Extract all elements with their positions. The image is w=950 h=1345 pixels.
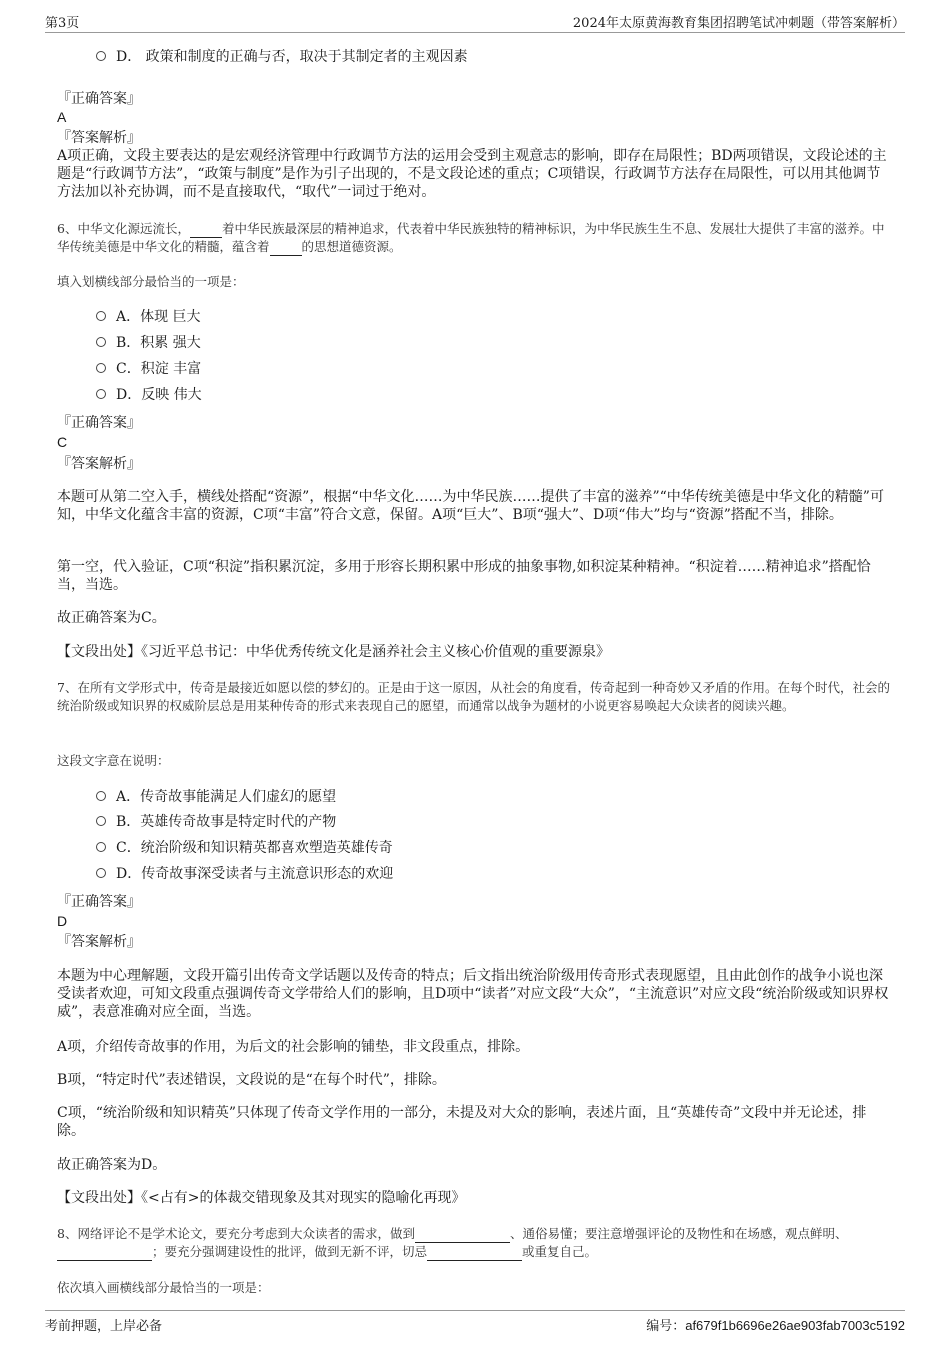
q6-option-c[interactable]: C．积淀 丰富 (96, 359, 201, 379)
page-header (45, 10, 905, 33)
q6-stem: 6、中华文化源远流长， 着中华民族最深层的精神追求，代表着中华民族独特的精神标识，为中华民族生生不息、发展壮大提供了丰富的滋养。中华传统美德是中华文化的精髓，蕴含着 的思想道德资源。 (57, 221, 885, 254)
q5-analysis-text: A项正确，文段主要表达的是宏观经济管理中行政调节方法的运用会受到主观意志的影响，即存在局限性；BD两项错误，文段论述的主题是“行政调节方法”，“政策与制度”是作为引子出现的，不是文段论述的重点；C项错误，行政调节方法存在局限性，可以用其他调节方法加以补充协调，而不是直接取代，“取代”一词过于绝对。 (57, 148, 887, 200)
q5-option-d[interactable]: D． 政策和制度的正确与否，取决于其制定者的主观因素 (96, 47, 468, 67)
q7-analysis-p5: 故正确答案为D。 (57, 1157, 167, 1173)
q7-answer: D (57, 913, 68, 929)
footer-slogan: 考前押题，上岸必备 (45, 1319, 163, 1334)
q6-prompt: 填入划横线部分最恰当的一项是： (57, 274, 245, 289)
radio-icon[interactable] (96, 51, 106, 61)
q6-option-b[interactable]: B．积累 强大 (96, 333, 201, 353)
q5-answer: A (57, 109, 67, 125)
radio-icon[interactable] (96, 842, 106, 852)
q7-source: 【文段出处】《<占有>的体裁交错现象及其对现实的隐喻化再现》 (57, 1190, 466, 1206)
q7-analysis-p2: A项，介绍传奇故事的作用，为后文的社会影响的铺垫，非文段重点，排除。 (57, 1039, 530, 1055)
q6-analysis-p1: 本题可从第二空入手，横线处搭配“资源”，根据“中华文化……为中华民族……提供了丰富的滋养”“中华传统美德是中华文化的精髓”可知，中华文化蕴含丰富的资源，C项“丰富”符合文意，保留。A项“巨大”、B项“强大”、D项“伟大”均与“资源”搭配不当，排除。 (57, 489, 884, 523)
q6-option-a[interactable]: A．体现 巨大 (96, 307, 201, 327)
q6-option-d[interactable]: D．反映 伟大 (96, 385, 202, 405)
page-number: 第3页 (45, 16, 80, 31)
q7-prompt: 这段文字意在说明： (57, 753, 170, 768)
radio-icon[interactable] (96, 791, 106, 801)
q7-analysis-label: 『答案解析』 (57, 934, 141, 950)
q5-answer-label: 『正确答案』 (57, 91, 141, 107)
document-code: 编号：af679f1b6696e26ae903fab7003c5192 (646, 1318, 905, 1333)
q6-analysis-label: 『答案解析』 (57, 456, 141, 472)
q7-analysis-p4: C项，“统治阶级和知识精英”只体现了传奇文学作用的一部分，未提及对大众的影响，表述片面，且“英雄传奇”文段中并无论述，排除。 (57, 1105, 867, 1139)
q7-analysis-p1: 本题为中心理解题，文段开篇引出传奇文学话题以及传奇的特点；后文指出统治阶级用传奇形式表现愿望，且由此创作的战争小说也深受读者欢迎，可知文段重点强调传奇文学带给人们的影响，且D项中“读者”对应文段“大众”，“主流意识”对应文段“统治阶级或知识界权威”，表意准确对应全面，当选。 (57, 968, 889, 1020)
radio-icon[interactable] (96, 311, 106, 321)
q6-answer-label: 『正确答案』 (57, 415, 141, 431)
q8-stem: 8、网络评论不是学术论文，要充分考虑到大众读者的需求，做到 、通俗易懂；要注意增强评论的及物性和在场感，观点鲜明、；要充分强调建设性的批评，做到无新不评，切忌 或重复自己。 (57, 1226, 848, 1259)
radio-icon[interactable] (96, 337, 106, 347)
radio-icon[interactable] (96, 389, 106, 399)
q7-analysis-p3: B项，“特定时代”表述错误，文段说的是“在每个时代”，排除。 (57, 1072, 446, 1088)
document-title: 2024年太原黄海教育集团招聘笔试冲刺题（带答案解析） (572, 16, 905, 31)
radio-icon[interactable] (96, 816, 106, 826)
q6-source: 【文段出处】《习近平总书记：中华优秀传统文化是涵养社会主义核心价值观的重要源泉》 (57, 644, 610, 660)
q6-analysis-p2: 第一空，代入验证，C项“积淀”指积累沉淀，多用于形容长期积累中形成的抽象事物,如积淀某种精神。“积淀着……精神追求”搭配恰当，当选。 (57, 559, 871, 593)
q6-analysis-p3: 故正确答案为C。 (57, 610, 166, 626)
q7-option-c[interactable]: C．统治阶级和知识精英都喜欢塑造英雄传奇 (96, 838, 393, 858)
q6-answer: C (57, 434, 68, 450)
radio-icon[interactable] (96, 868, 106, 878)
q7-answer-label: 『正确答案』 (57, 894, 141, 910)
page-footer (45, 1310, 905, 1333)
q5-analysis-label: 『答案解析』 (57, 130, 141, 146)
q7-stem: 7、在所有文学形式中，传奇是最接近如愿以偿的梦幻的。正是由于这一原因，从社会的角度看，传奇起到一种奇妙又矛盾的作用。在每个时代，社会的统治阶级或知识界的权威阶层总是用某种传奇的形式来表现自己的愿望，而通常以战争为题材的小说更容易唤起大众读者的阅读兴趣。 (57, 680, 890, 713)
radio-icon[interactable] (96, 363, 106, 373)
q7-option-b[interactable]: B．英雄传奇故事是特定时代的产物 (96, 812, 336, 832)
q7-option-a[interactable]: A．传奇故事能满足人们虚幻的愿望 (96, 787, 336, 807)
q7-option-d[interactable]: D．传奇故事深受读者与主流意识形态的欢迎 (96, 864, 393, 884)
q8-prompt: 依次填入画横线部分最恰当的一项是： (57, 1280, 270, 1295)
